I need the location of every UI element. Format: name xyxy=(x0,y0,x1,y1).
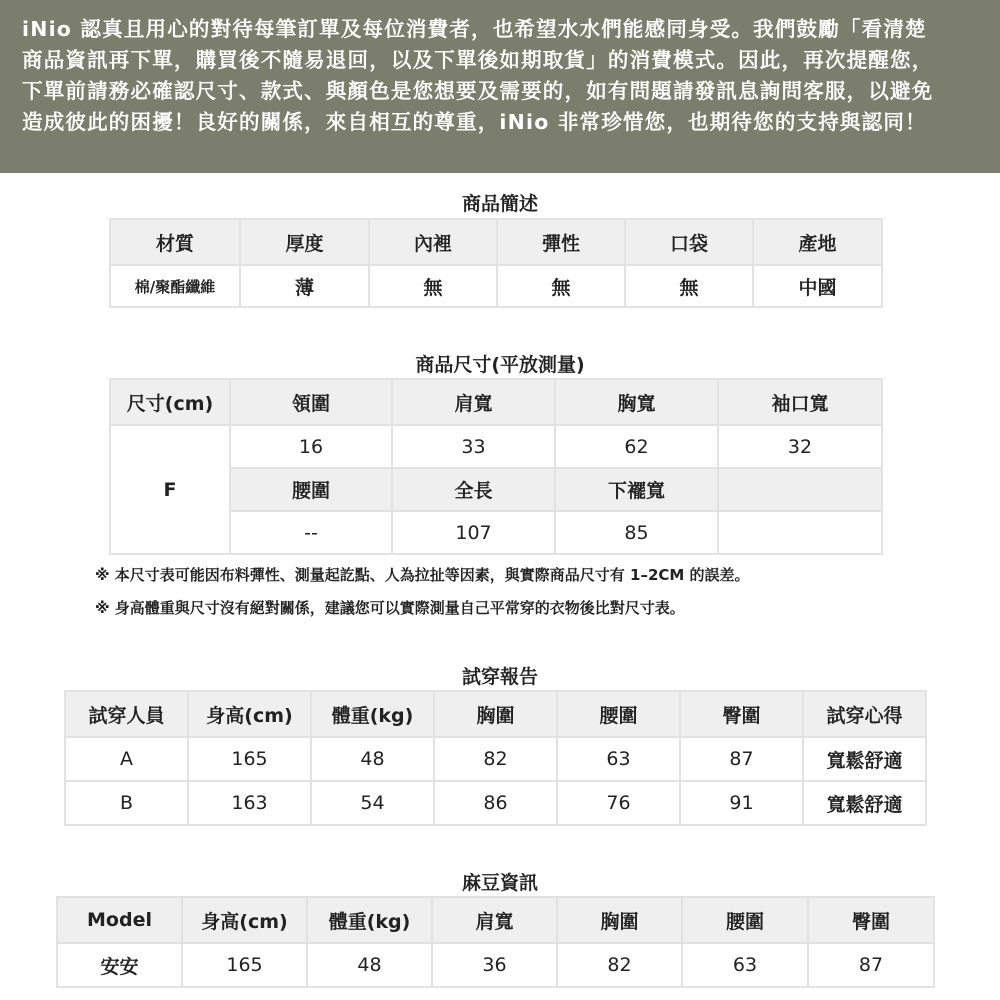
header-cell: 內裡 xyxy=(369,219,497,265)
fitting-table xyxy=(64,690,927,826)
table-cell: 中國 xyxy=(753,265,882,307)
table-cell: 82 xyxy=(557,943,682,987)
table-cell: A xyxy=(65,737,188,781)
header-cell xyxy=(718,468,882,511)
table-cell: 無 xyxy=(625,265,753,307)
table-cell: 寬鬆舒適 xyxy=(803,781,926,825)
table-cell: 82 xyxy=(434,737,557,781)
table-cell: 54 xyxy=(311,781,434,825)
table-cell xyxy=(718,511,882,554)
table-row xyxy=(65,737,926,781)
table-cell: B xyxy=(65,781,188,825)
table-header-row xyxy=(110,379,882,425)
header-cell: 臀圍 xyxy=(808,897,934,943)
header-cell: 材質 xyxy=(110,219,240,265)
notice-line: 造成彼此的困擾！良好的關係，來自相互的尊重，iNio 非常珍惜您，也期待您的支持與認同！ xyxy=(22,110,927,134)
table-cell: 安安 xyxy=(57,943,182,987)
table-cell: 63 xyxy=(682,943,808,987)
header-cell: 臀圍 xyxy=(680,691,803,737)
notice-line: 商品資訊再下單，購買後不隨易退回，以及下單後如期取貨」的消費模式。因此，再次提醒您， xyxy=(22,48,934,72)
size-label: F xyxy=(110,425,230,554)
header-cell: 全長 xyxy=(392,468,555,511)
table-row xyxy=(110,265,882,307)
table-cell: 62 xyxy=(555,425,718,468)
table-cell: 32 xyxy=(718,425,882,468)
header-cell: 腰圍 xyxy=(230,468,392,511)
table-header-row xyxy=(110,219,882,265)
table-cell: 無 xyxy=(369,265,497,307)
header-cell: 肩寬 xyxy=(432,897,557,943)
table-cell: 87 xyxy=(808,943,934,987)
table-cell: 36 xyxy=(432,943,557,987)
model-table xyxy=(56,896,935,988)
table-header-row xyxy=(65,691,926,737)
table-cell: 165 xyxy=(182,943,307,987)
table-cell: 163 xyxy=(188,781,311,825)
table-cell: -- xyxy=(230,511,392,554)
size-note: ※ 身高體重與尺寸沒有絕對關係，建議您可以實際測量自己平常穿的衣物後比對尺寸表。 xyxy=(95,599,685,617)
notice-line: 下單前請務必確認尺寸、款式、與顏色是您想要及需要的，如有問題請發訊息詢問客服，以避免 xyxy=(22,79,934,103)
description-table xyxy=(109,218,883,308)
size-title: 商品尺寸(平放測量) xyxy=(415,354,585,376)
header-cell: 產地 xyxy=(753,219,882,265)
table-cell: 76 xyxy=(557,781,680,825)
model-title: 麻豆資訊 xyxy=(461,872,538,894)
table-cell: 棉/聚酯纖維 xyxy=(110,265,240,307)
table-cell: 寬鬆舒適 xyxy=(803,737,926,781)
size-table xyxy=(109,378,883,555)
header-cell: 試穿心得 xyxy=(803,691,926,737)
table-cell: 48 xyxy=(307,943,432,987)
table-cell: 63 xyxy=(557,737,680,781)
table-cell: 16 xyxy=(230,425,392,468)
notice-line: iNio 認真且用心的對待每筆訂單及每位消費者，也希望水水們能感同身受。我們鼓勵「看清楚 xyxy=(22,17,927,41)
header-cell: 肩寬 xyxy=(392,379,555,425)
header-cell: 領圍 xyxy=(230,379,392,425)
unit-label: 尺寸(cm) xyxy=(110,379,230,425)
header-cell: 腰圍 xyxy=(682,897,808,943)
table-cell: 107 xyxy=(392,511,555,554)
table-cell: 87 xyxy=(680,737,803,781)
fitting-title: 試穿報告 xyxy=(461,666,538,688)
table-header-row xyxy=(57,897,934,943)
header-cell: 腰圍 xyxy=(557,691,680,737)
table-cell: 86 xyxy=(434,781,557,825)
table-cell: 85 xyxy=(555,511,718,554)
size-note: ※ 本尺寸表可能因布料彈性、測量起訖點、人為拉扯等因素，與實際商品尺寸有 1–2CM 的誤差。 xyxy=(95,566,750,584)
header-cell: 胸圍 xyxy=(557,897,682,943)
header-cell: 胸圍 xyxy=(434,691,557,737)
table-cell: 165 xyxy=(188,737,311,781)
header-cell: 下襬寬 xyxy=(555,468,718,511)
table-cell: 薄 xyxy=(240,265,369,307)
table-row xyxy=(110,425,882,468)
header-cell: 身高(cm) xyxy=(188,691,311,737)
header-cell: 厚度 xyxy=(240,219,369,265)
table-row xyxy=(57,943,934,987)
header-cell: 體重(kg) xyxy=(311,691,434,737)
table-cell: 33 xyxy=(392,425,555,468)
header-cell: 胸寬 xyxy=(555,379,718,425)
header-cell: 試穿人員 xyxy=(65,691,188,737)
header-cell: 身高(cm) xyxy=(182,897,307,943)
header-cell: 彈性 xyxy=(497,219,625,265)
header-cell: 體重(kg) xyxy=(307,897,432,943)
description-title: 商品簡述 xyxy=(461,193,538,215)
header-cell: 袖口寬 xyxy=(718,379,882,425)
notice-banner xyxy=(0,0,1000,173)
table-cell: 無 xyxy=(497,265,625,307)
table-row xyxy=(65,781,926,825)
table-cell: 91 xyxy=(680,781,803,825)
header-cell: Model xyxy=(57,897,182,943)
table-cell: 48 xyxy=(311,737,434,781)
header-cell: 口袋 xyxy=(625,219,753,265)
